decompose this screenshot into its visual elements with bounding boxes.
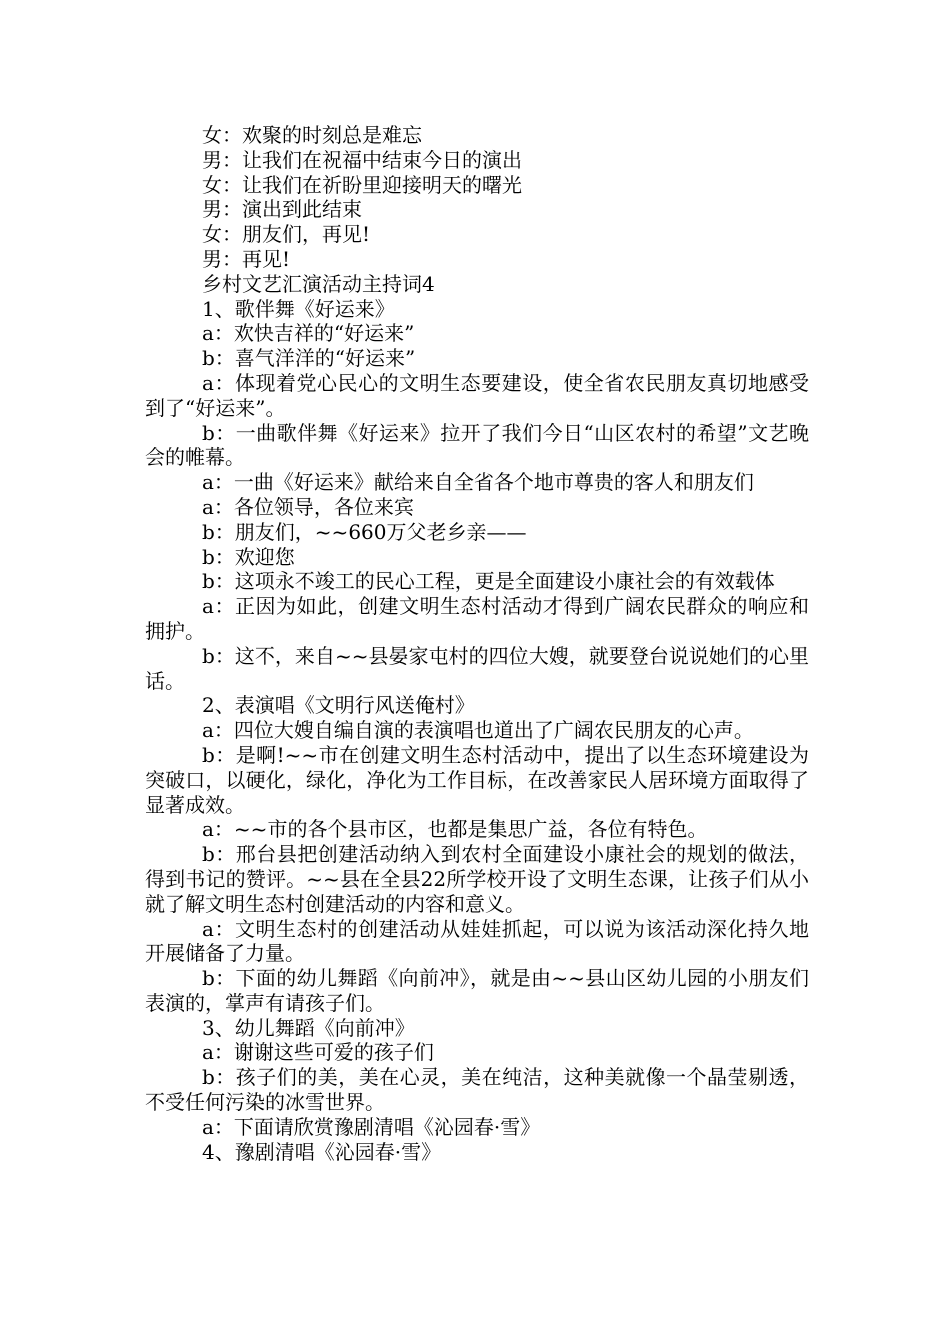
- program-item: 1、歌伴舞《好运来》: [202, 296, 395, 321]
- paragraph: 女：让我们在祈盼里迎接明天的曙光: [202, 172, 522, 197]
- paragraph: 男：演出到此结束: [202, 197, 362, 222]
- paragraph: a：正因为如此，创建文明生态村活动才得到广阔农民群众的响应和拥护。: [145, 594, 809, 643]
- paragraph: b：下面的幼儿舞蹈《向前冲》，就是由~~县山区幼儿园的小朋友们表演的，掌声有请孩子们。: [145, 966, 809, 1015]
- paragraph: b：这项永不竣工的民心工程，更是全面建设小康社会的有效载体: [202, 569, 775, 594]
- paragraph: b：一曲歌伴舞《好运来》拉开了我们今日“山区农村的希望”文艺晚会的帷幕。: [145, 420, 809, 470]
- paragraph: a：一曲《好运来》献给来自全省各个地市尊贵的客人和朋友们: [202, 470, 754, 495]
- paragraph: a：各位领导，各位来宾: [202, 494, 414, 519]
- paragraph: a：~~市的各个县市区，也都是集思广益，各位有特色。: [202, 817, 708, 842]
- paragraph: a：四位大嫂自编自演的表演唱也道出了广阔农民朋友的心声。: [202, 718, 754, 743]
- document-body: [145, 123, 809, 1164]
- program-item: 3、幼儿舞蹈《向前冲》: [202, 1015, 415, 1040]
- paragraph: 男：让我们在祝福中结束今日的演出: [202, 147, 522, 172]
- program-item: 4、豫剧清唱《沁园春·雪》: [202, 1139, 442, 1164]
- paragraph: b：邢台县把创建活动纳入到农村全面建设小康社会的规划的做法，得到书记的赞评。~~县在全县22所学校开设了文明生态课，让孩子们从小就了解文明生态村创建活动的内容和意义。: [145, 842, 809, 916]
- paragraph: b：朋友们，~~660万父老乡亲——: [202, 519, 527, 544]
- paragraph: 男：再见!: [202, 246, 291, 271]
- paragraph: 女：朋友们，再见!: [202, 222, 371, 247]
- paragraph: a：下面请欣赏豫剧清唱《沁园春·雪》: [202, 1114, 541, 1139]
- paragraph: b：欢迎您: [202, 544, 295, 569]
- paragraph: 女：欢聚的时刻总是难忘: [202, 123, 422, 147]
- paragraph: b：喜气洋洋的“好运来”: [202, 346, 416, 371]
- section-title: 乡村文艺汇演活动主持词4: [202, 271, 435, 296]
- paragraph: b：是啊!~~市在创建文明生态村活动中，提出了以生态环境建设为突破口，以硬化，绿化，净化为工作目标，在改善家民人居环境方面取得了显著成效。: [145, 742, 809, 817]
- paragraph: b：这不，来自~~县晏家屯村的四位大嫂，就要登台说说她们的心里话。: [145, 643, 809, 693]
- paragraph: a：欢快吉祥的“好运来”: [202, 321, 415, 346]
- paragraph: a：体现着党心民心的文明生态要建设，使全省农民朋友真切地感受到了“好运来”。: [145, 370, 809, 420]
- paragraph: a：谢谢这些可爱的孩子们: [202, 1040, 434, 1065]
- paragraph: a：文明生态村的创建活动从娃娃抓起，可以说为该活动深化持久地开展储备了力量。: [145, 916, 809, 966]
- program-item: 2、表演唱《文明行风送俺村》: [202, 693, 475, 718]
- paragraph: b：孩子们的美，美在心灵，美在纯洁，这种美就像一个晶莹剔透，不受任何污染的冰雪世界。: [145, 1065, 809, 1115]
